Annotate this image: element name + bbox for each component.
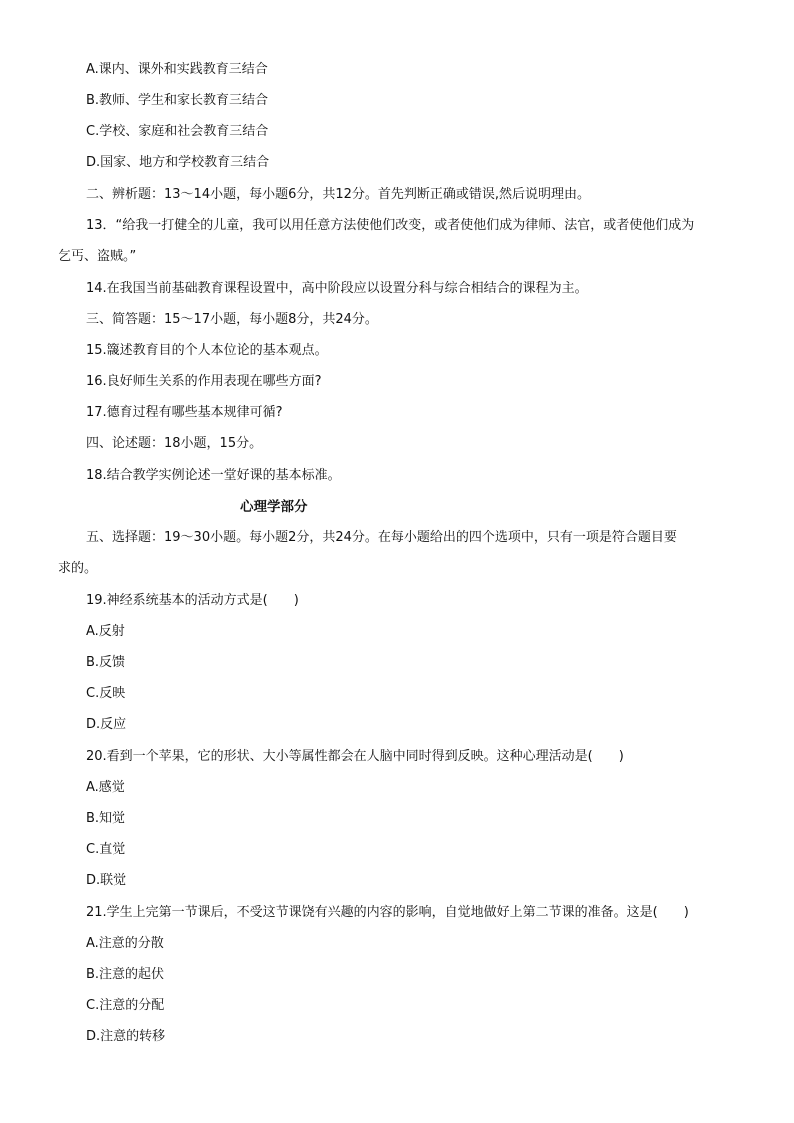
question-19: 19.神经系统基本的活动方式是( ) [86, 593, 299, 608]
q12-option-d: D.国家、地方和学校教育三结合 [86, 155, 270, 170]
question-16: 16.良好师生关系的作用表现在哪些方面? [86, 374, 322, 389]
question-13-line-1: 13．“给我一打健全的儿童，我可以用任意方法使他们改变，或者使他们成为律师、法官，或者使他们成为 [86, 218, 695, 233]
question-21: 21.学生上完第一节课后，不受这节课饶有兴趣的内容的影响，自觉地做好上第二节课的准备。这是( ) [86, 905, 689, 920]
section-heading-essay: 四、论述题：18小题，15分。 [86, 436, 263, 451]
section-heading-discrimination: 二、辨析题：13～14小题，每小题6分，共12分。首先判断正确或错误,然后说明理由。 [86, 187, 591, 202]
question-14: 14.在我国当前基础教育课程设置中，高中阶段应以设置分科与综合相结合的课程为主。 [86, 281, 588, 296]
q12-option-a: A.课内、课外和实践教育三结合 [86, 62, 268, 77]
q20-option-c: C.直觉 [86, 842, 126, 857]
q19-option-c: C.反映 [86, 686, 126, 701]
question-13-line-2: 乞丐、盗贼。” [58, 249, 137, 264]
question-17: 17.德育过程有哪些基本规律可循? [86, 405, 283, 420]
question-18: 18.结合教学实例论述一堂好课的基本标准。 [86, 468, 341, 483]
q20-option-a: A.感觉 [86, 780, 125, 795]
q12-option-c: C.学校、家庭和社会教育三结合 [86, 124, 269, 139]
q21-option-b: B.注意的起伏 [86, 967, 165, 982]
q21-option-c: C.注意的分配 [86, 998, 165, 1013]
section-heading-short-answer: 三、简答题：15～17小题，每小题8分，共24分。 [86, 312, 378, 327]
q20-option-d: D.联觉 [86, 873, 127, 888]
question-20: 20.看到一个苹果，它的形状、大小等属性都会在人脑中同时得到反映。这种心理活动是( ) [86, 749, 624, 764]
q19-option-a: A.反射 [86, 624, 125, 639]
section-heading-choice-line-1: 五、选择题：19～30小题。每小题2分，共24分。在每小题给出的四个选项中，只有一项是符合题目要 [86, 530, 677, 545]
section-heading-choice-line-2: 求的。 [58, 561, 98, 576]
q19-option-b: B.反馈 [86, 655, 126, 670]
q21-option-d: D.注意的转移 [86, 1029, 166, 1044]
section-title-psychology: 心理学部分 [240, 499, 308, 515]
q12-option-b: B.教师、学生和家长教育三结合 [86, 93, 269, 108]
q20-option-b: B.知觉 [86, 811, 126, 826]
q19-option-d: D.反应 [86, 717, 127, 732]
question-15: 15.簚述教育目的个人本位论的基本观点。 [86, 343, 328, 358]
q21-option-a: A.注意的分散 [86, 936, 164, 951]
